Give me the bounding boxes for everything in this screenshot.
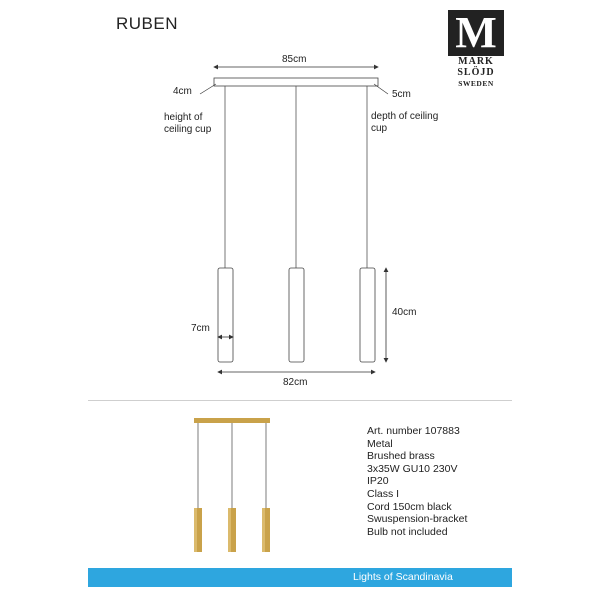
logo-word-3: SWEDEN bbox=[458, 79, 494, 88]
shade-left bbox=[218, 268, 233, 362]
spec-item: Metal bbox=[367, 437, 393, 450]
logo-letter: M bbox=[448, 10, 504, 56]
ceiling-bar bbox=[214, 78, 378, 86]
footer-tagline: Lights of Scandinavia bbox=[353, 571, 453, 583]
shade-middle bbox=[289, 268, 304, 362]
cup-height-leader bbox=[200, 84, 216, 94]
cup-depth-caption-1: depth of ceiling bbox=[371, 111, 439, 122]
spec-item: Cord 150cm black bbox=[367, 500, 452, 513]
spec-item: Brushed brass bbox=[367, 450, 435, 463]
spec-item: Bulb not included bbox=[367, 525, 448, 538]
brass-ceiling-bar bbox=[194, 418, 270, 423]
cup-height-value: 4cm bbox=[173, 86, 192, 97]
footer-banner bbox=[88, 568, 512, 587]
spread-label: 82cm bbox=[283, 377, 308, 388]
cup-height-caption-2: ceiling cup bbox=[164, 124, 212, 135]
spec-item: Class I bbox=[367, 487, 400, 500]
cup-depth-leader bbox=[374, 84, 388, 94]
cup-depth-caption-2: cup bbox=[371, 123, 388, 134]
spec-item: Art. number 107883 bbox=[367, 425, 460, 437]
cup-depth-value: 5cm bbox=[392, 89, 411, 100]
shade-right bbox=[360, 268, 375, 362]
product-title: RUBEN bbox=[116, 14, 179, 33]
spec-item: Swuspension-bracket bbox=[367, 513, 468, 526]
section-divider bbox=[88, 400, 512, 401]
brass-shade-left-highlight bbox=[194, 508, 197, 552]
logo-word-1: MARK bbox=[458, 56, 494, 67]
brass-shade-middle-highlight bbox=[228, 508, 231, 552]
shade-height-label: 40cm bbox=[392, 307, 417, 318]
brass-shade-right-highlight bbox=[262, 508, 265, 552]
spec-list bbox=[367, 425, 467, 538]
bar-length-label: 85cm bbox=[282, 54, 307, 65]
spec-item: IP20 bbox=[367, 475, 389, 488]
cup-height-caption-1: height of bbox=[164, 112, 203, 123]
spec-item: 3x35W GU10 230V bbox=[367, 462, 458, 475]
shade-diameter-label: 7cm bbox=[191, 323, 210, 334]
logo-word-2: SLÖJD bbox=[457, 67, 495, 78]
